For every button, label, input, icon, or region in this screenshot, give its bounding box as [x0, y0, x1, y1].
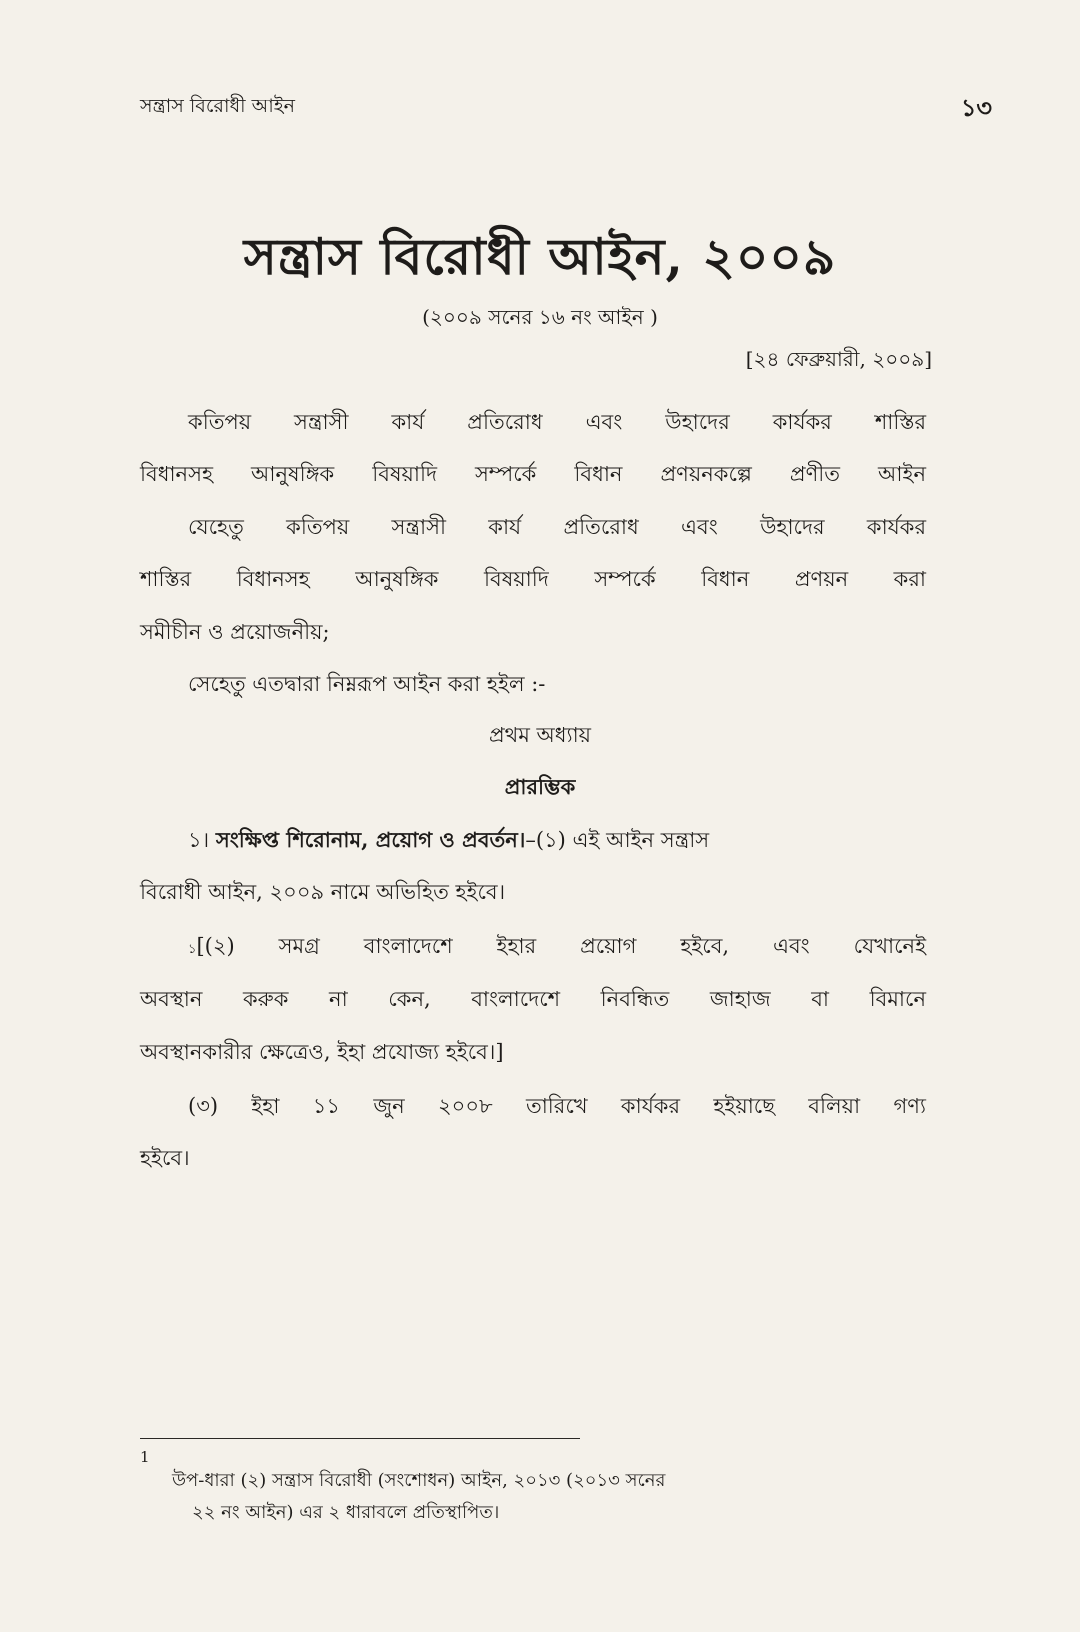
footnote-line-2: ২২ নং আইন) এর ২ ধারাবলে প্রতিস্থাপিত। — [192, 1502, 500, 1523]
section-1-line-1 — [140, 824, 926, 859]
section-number: ১। — [188, 828, 210, 852]
footnote-line-1: উপ-ধারা (২) সন্ত্রাস বিরোধী (সংশোধন) আইন, ২০১৩ (২০১৩ সনের — [172, 1470, 666, 1491]
act-number: (২০০৯ সনের ১৬ নং আইন ) — [422, 305, 658, 329]
preamble-line-5: সমীচীন ও প্রয়োজনীয়; — [140, 620, 330, 644]
chapter-title: প্রথম অধ্যায় — [488, 723, 592, 747]
preamble-line-2: বিধানসহ আনুষঙ্গিক বিষয়াদি সম্পর্কে বিধান প্রণয়নকল্পে প্রণীত আইন — [140, 462, 926, 486]
preamble-line-1: কতিপয় সন্ত্রাসী কার্য প্রতিরোধ এবং উহাদের কার্যকর শাস্তির — [188, 410, 926, 434]
preamble-line-4: শাস্তির বিধানসহ আনুষঙ্গিক বিষয়াদি সম্পর্কে বিধান প্রণয়ন করা — [140, 567, 926, 591]
act-title: সন্ত্রাস বিরোধী আইন, ২০০৯ — [243, 227, 837, 286]
footnote-reference: ১ — [188, 942, 197, 957]
page-number: ১৩ — [960, 93, 992, 122]
act-date: [২৪ ফেব্রুয়ারী, ২০০৯] — [745, 347, 932, 371]
subsection-2-line-3: অবস্থানকারীর ক্ষেত্রেও, ইহা প্রযোজ্য হইবে।] — [140, 1040, 504, 1064]
running-title: সন্ত্রাস বিরোধী আইন — [140, 95, 295, 117]
section-1-text: –(১) এই আইন সন্ত্রাস — [525, 828, 710, 852]
footnote-divider — [140, 1438, 580, 1439]
subsection-2-line-1 — [140, 930, 926, 965]
subsection-2-line-2: অবস্থান করুক না কেন, বাংলাদেশে নিবন্ধিত জাহাজ বা বিমানে — [140, 987, 926, 1011]
subsection-2-text: [(২) সমগ্র বাংলাদেশে ইহার প্রয়োগ হইবে, এবং যেখানেই — [196, 934, 926, 958]
section-1-line-2: বিরোধী আইন, ২০০৯ নামে অভিহিত হইবে। — [140, 880, 506, 904]
preamble-line-6: সেহেতু এতদ্বারা নিম্নরূপ আইন করা হইল :- — [188, 672, 546, 696]
subsection-3-line-1: (৩) ইহা ১১ জুন ২০০৮ তারিখে কার্যকর হইয়াছে বলিয়া গণ্য — [188, 1094, 926, 1118]
preamble-line-3: যেহেতু কতিপয় সন্ত্রাসী কার্য প্রতিরোধ এবং উহাদের কার্যকর — [188, 515, 926, 539]
chapter-subtitle: প্রারম্ভিক — [504, 774, 576, 799]
subsection-3-line-2: হইবে। — [140, 1146, 190, 1170]
footnote-marker: 1 — [140, 1448, 150, 1466]
section-heading: সংক্ষিপ্ত শিরোনাম, প্রয়োগ ও প্রবর্তন। — [215, 827, 526, 852]
